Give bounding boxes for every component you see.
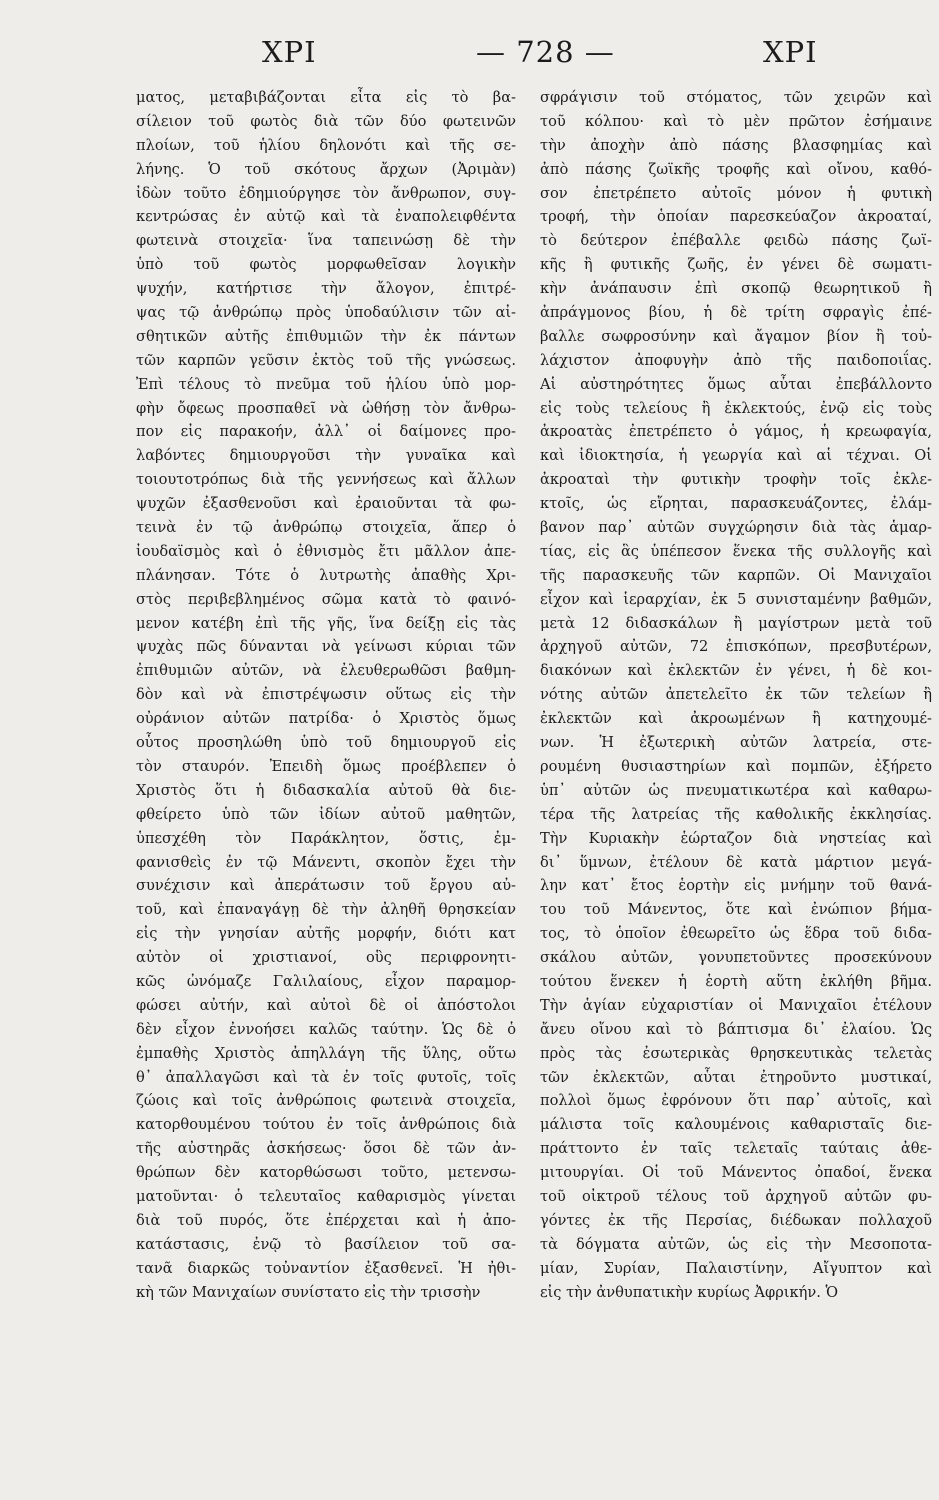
text-line: λήνης. Ὁ τοῦ σκότους ἄρχων (Ἀριμὰν)	[136, 160, 516, 178]
text-line: μίαν, Συρίαν, Παλαιστίνην, Αἴγυπτον καὶ	[540, 1259, 932, 1277]
text-line: κατορθουμένου τούτου ἐν τοῖς ἀνθρώποις διὰ	[136, 1116, 516, 1134]
text-line: Χριστὸς ὅτι ἡ διδασκαλία αὐτοῦ θὰ διε-	[136, 781, 516, 799]
text-line: μενον κατέβη ἐπὶ τῆς γῆς, ἵνα δείξῃ εἰς τὰς	[136, 614, 516, 632]
text-line: εἰς τοὺς τελείους ἢ ἐκλεκτούς, ἐνῷ εἰς τοὺς	[540, 399, 932, 417]
text-line: φανισθεὶς ἐν τῷ Μάνεντι, σκοπὸν ἔχει τὴν	[136, 853, 516, 871]
text-line: τῶν ἐκλεκτῶν, αὗται ἐτηροῦντο μυστικαί,	[540, 1068, 932, 1086]
text-line: τεινὰ ἐν τῷ ἀνθρώπῳ στοιχεῖα, ἅπερ ὁ	[136, 519, 516, 537]
text-line: τέρα τῆς λατρείας τῆς καθολικῆς ἐκκλησίας.	[540, 805, 932, 823]
right-text-column	[540, 86, 932, 1491]
text-line: του τοῦ Μάνεντος, ὅτε καὶ ἐνώπιον βήμα-	[540, 901, 932, 919]
text-line: σον ἐπετρέπετο αὐτοῖς μόνον ἡ φυτικὴ	[540, 184, 932, 202]
text-line: δὲν εἶχον ἐννοήσει καλῶς ταύτην. Ὡς δὲ ὁ	[136, 1020, 516, 1038]
text-line: δι᾽ ὕμνων, ἐτέλουν δὲ κατὰ μάρτιον μεγά-	[540, 853, 932, 871]
text-line: φώσει αὐτήν, καὶ αὐτοὶ δὲ οἱ ἀπόστολοι	[136, 996, 516, 1014]
text-line: ἐμπαθὴς Χριστὸς ἀπηλλάγη τῆς ὕλης, οὕτω	[136, 1044, 516, 1062]
text-line: τροφή, τὴν ὁποίαν παρεσκεύαζον ἀκροαταί,	[540, 208, 932, 226]
text-line: τίας, εἰς ἃς ὑπέπεσον ἕνεκα τῆς συλλογῆς καὶ	[540, 542, 932, 560]
text-line: πον εἰς παρακοήν, ἀλλ᾽ οἱ δαίμονες προ-	[136, 423, 516, 441]
text-line: κῆς ἢ φυτικῆς ζωῆς, ἐν γένει δὲ σωματι-	[540, 256, 932, 274]
text-line: συνέχισιν καὶ ἀπεράτωσιν τοῦ ἔργου αὐ-	[136, 877, 516, 895]
text-line: σίλειον τοῦ φωτὸς διὰ τῶν δύο φωτεινῶν	[136, 112, 516, 130]
text-line: νότης αὐτῶν ἀπετελεῖτο ἐκ τῶν τελείων ἢ	[540, 686, 932, 704]
text-line: ὑπεσχέθη τὸν Παράκλητον, ὅστις, ἐμ-	[136, 829, 516, 847]
header-right-guide-word: ΧΡΙ	[763, 35, 818, 69]
text-line: τοῦ οἰκτροῦ τέλους τοῦ ἀρχηγοῦ αὐτῶν φυ-	[540, 1187, 932, 1205]
page-number: — 728 —	[476, 35, 615, 69]
text-line: σθητικῶν αὐτῆς ἐπιθυμιῶν τὴν ἐκ πάντων	[136, 327, 516, 345]
text-line: τοῦ, καὶ ἐπαναγάγῃ δὲ τὴν ἀληθῆ θρησκείαν	[136, 901, 516, 919]
text-line: οὗτος προσηλώθη ὑπὸ τοῦ δημιουργοῦ εἰς	[136, 734, 516, 752]
text-line: μετὰ 12 διδασκάλων ἢ μαγίστρων μετὰ τοῦ	[540, 614, 932, 632]
text-line: λην κατ᾽ ἔτος ἑορτὴν εἰς μνήμην τοῦ θανά-	[540, 877, 932, 895]
text-line: μάλιστα τοῖς καλουμένοις καθαρισταῖς διε-	[540, 1116, 932, 1134]
text-line: νων. Ἡ ἐξωτερικὴ αὐτῶν λατρεία, στε-	[540, 734, 932, 752]
text-line: θρώπων δὲν κατορθώσωσι τοῦτο, μετενσω-	[136, 1164, 516, 1182]
text-line: τῆς αὐστηρᾶς ἀσκήσεως· ὅσοι δὲ τῶν ἀν-	[136, 1140, 516, 1158]
text-line: ἀκροατὰς ἐπετρέπετο ὁ γάμος, ἡ κρεωφαγία,	[540, 423, 932, 441]
text-line: πλάνησαν. Τότε ὁ λυτρωτὴς ἀπαθὴς Χρι-	[136, 566, 516, 584]
text-line: διακόνων καὶ ἐκλεκτῶν ἐν γένει, ἡ δὲ κοι-	[540, 662, 932, 680]
text-line: ἐκλεκτῶν καὶ ἀκροωμένων ἢ κατηχουμέ-	[540, 710, 932, 728]
text-line: κτοῖς, ὡς εἴρηται, παρασκευάζοντες, ἐλάμ-	[540, 495, 932, 513]
text-line: κὴ τῶν Μανιχαίων συνίστατο εἰς τὴν τρισσὴν	[136, 1283, 481, 1301]
text-line: ὑπὸ τοῦ φωτὸς μορφωθεῖσαν λογικὴν	[136, 256, 516, 274]
text-line: τὸ δεύτερον ἐπέβαλλε φειδὼ πάσης ζωϊ-	[540, 232, 932, 250]
text-line: ἰουδαϊσμὸς καὶ ὁ ἐθνισμὸς ἔτι μᾶλλον ἀπε-	[136, 542, 516, 560]
text-line: κατάστασις, ἐνῷ τὸ βασίλειον τοῦ σα-	[136, 1235, 516, 1253]
text-line: πλοίων, τοῦ ἡλίου δηλονότι καὶ τῆς σε-	[136, 136, 516, 154]
text-line: ἀπὸ πάσης ζωϊκῆς τροφῆς καὶ οἴνου, καθό-	[540, 160, 932, 178]
text-line: μιτουργίαι. Οἱ τοῦ Μάνεντος ὀπαδοί, ἕνεκα	[540, 1164, 932, 1182]
text-line: γόντες ἐκ τῆς Περσίας, διέδωκαν πολλαχοῦ	[540, 1211, 932, 1229]
header-left-guide-word: ΧΡΙ	[262, 35, 317, 69]
text-line: ψας τῷ ἀνθρώπῳ πρὸς ὑποδαύλισιν τῶν αἰ-	[136, 304, 516, 322]
text-line: κὴν ἀνάπαυσιν ἐπὶ σκοπῷ θεωρητικοῦ ἢ	[540, 280, 932, 298]
text-line: Ἐπὶ τέλους τὸ πνεῦμα τοῦ ἡλίου ὑπὸ μορ-	[136, 375, 516, 393]
page-header	[0, 30, 939, 74]
text-line: κεντρώσας ἐν αὐτῷ καὶ τὰ ἐναπολειφθέντα	[136, 208, 516, 226]
text-line: ἀπράγμονος βίου, ἡ δὲ τρίτη σφραγὶς ἐπέ-	[540, 304, 932, 322]
text-line: λαβόντες δημιουργοῦσι τὴν γυναῖκα καὶ	[136, 447, 516, 465]
text-line: φθείρετο ὑπὸ τῶν ἰδίων αὐτοῦ μαθητῶν,	[136, 805, 516, 823]
text-line: τῆς παρασκευῆς τῶν καρπῶν. Οἱ Μανιχαῖοι	[540, 566, 932, 584]
text-line: Τὴν ἁγίαν εὐχαριστίαν οἱ Μανιχαῖοι ἐτέλουν	[540, 996, 932, 1014]
text-line: βαλλε σωφροσύνην καὶ ἄγαμον βίον ἢ τοὐ-	[540, 327, 932, 345]
text-line: φὴν ὄφεως προσπαθεῖ νὰ ὠθήσῃ τὸν ἄνθρω-	[136, 399, 516, 417]
text-line: αὐτὸν οἱ χριστιανοί, οὓς περιφρονητι-	[136, 949, 516, 967]
text-line: κῶς ὠνόμαζε Γαλιλαίους, εἶχον παραμορ-	[136, 972, 516, 990]
text-line: λάχιστον ἀποφυγὴν ἀπὸ τῆς παιδοποιΐας.	[540, 351, 932, 369]
text-line: εἰς τὴν ἀνθυπατικὴν κυρίως Ἀφρικήν. Ὁ	[540, 1283, 839, 1301]
text-line: τῶν καρπῶν γεῦσιν ἐκτὸς τοῦ τῆς γνώσεως.	[136, 351, 516, 369]
text-line: ἀρχηγοῦ αὐτῶν, 72 ἐπισκόπων, πρεσβυτέρων,	[540, 638, 932, 656]
text-line: ψυχήν, κατήρτισε τὴν ἄλογον, ἐπιτρέ-	[136, 280, 516, 298]
text-line: ρουμένη θυσιαστηρίων καὶ πομπῶν, ἐξήρετο	[540, 757, 932, 775]
text-line: τὸν σταυρόν. Ἐπειδὴ ὅμως προέβλεπεν ὁ	[136, 757, 516, 775]
text-line: εἰς τὴν γνησίαν αὐτῆς μορφήν, διότι κατ	[136, 925, 516, 943]
text-line: ψυχῶν ἐξασθενοῦσι καὶ ἐραιοῦνται τὰ φω-	[136, 495, 516, 513]
text-line: διὰ τοῦ πυρός, ὅτε ἐπέρχεται καὶ ἡ ἀπο-	[136, 1211, 516, 1229]
text-line: τοιουτοτρόπως διὰ τῆς γεννήσεως καὶ ἄλλων	[136, 471, 516, 489]
text-line: ματος, μεταβιβάζονται εἶτα εἰς τὸ βα-	[136, 89, 516, 106]
text-line: θ᾽ ἀπαλλαγῶσι καὶ τὰ ἐν τοῖς φυτοῖς, τοῖς	[136, 1068, 516, 1086]
text-line: φωτεινὰ στοιχεῖα· ἵνα ταπεινώσῃ δὲ τὴν	[136, 232, 516, 250]
text-line: ἐπιθυμιῶν αὐτῶν, νὰ ἐλευθερωθῶσι βαθμη-	[136, 662, 516, 680]
text-line: δὸν καὶ νὰ ἐπιστρέψωσιν οὕτως εἰς τὴν	[136, 686, 516, 704]
text-line: ὑπ᾽ αὐτῶν ὡς πνευματικωτέρα καὶ καθαρω-	[540, 781, 932, 799]
text-line: ψυχὰς πῶς δύνανται νὰ γείνωσι κύριαι τῶν	[136, 638, 516, 656]
text-line: στὸς περιβεβλημένος σῶμα κατὰ τὸ φαινό-	[136, 590, 516, 608]
text-line: τούτου ἕνεκεν ἡ ἑορτὴ αὕτη ἐκλήθη βῆμα.	[540, 972, 932, 990]
text-line: τος, τὸ ὁποῖον ἐθεωρεῖτο ὡς ἕδρα τοῦ διδα-	[540, 925, 932, 943]
text-line: οὐράνιον αὐτῶν πατρίδα· ὁ Χριστὸς ὅμως	[136, 710, 516, 728]
text-line: βανον παρ᾽ αὐτῶν συγχώρησιν διὰ τὰς ἁμαρ-	[540, 519, 932, 537]
text-line: ματοῦνται· ὁ τελευταῖος καθαρισμὸς γίνεται	[136, 1187, 516, 1205]
text-line: Αἱ αὐστηρότητες ὅμως αὗται ἐπεβάλλοντο	[540, 375, 932, 393]
text-line: καὶ ἰδιοκτησία, ἡ γεωργία καὶ αἱ τέχναι. Οἱ	[540, 447, 932, 465]
text-line: εἶχον καὶ ἱεραρχίαν, ἐκ 5 συνισταμένην βαθμῶν,	[540, 590, 932, 608]
text-line: ἰδὼν τοῦτο ἐδημιούργησε τὸν ἄνθρωπον, συγ-	[136, 184, 516, 202]
text-line: ἀκροαταὶ τὴν φυτικὴν τροφὴν τοῖς ἐκλε-	[540, 471, 932, 489]
text-line: τανᾶ διαρκῶς τοὐναντίον ἐξασθενεῖ. Ἡ ἠθι-	[136, 1259, 516, 1277]
left-text-column	[136, 86, 516, 1491]
text-line: τὰ δόγματα αὐτῶν, ὡς εἰς τὴν Μεσοποτα-	[540, 1235, 932, 1253]
text-line: ἄνευ οἴνου καὶ τὸ βάπτισμα δι᾽ ἐλαίου. Ὡς	[540, 1020, 932, 1038]
text-line: πράττοντο ἐν ταῖς τελεταῖς ταύταις ἀθε-	[540, 1140, 932, 1158]
text-line: τοῦ κόλπου· καὶ τὸ μὲν πρῶτον ἐσήμαινε	[540, 112, 932, 130]
text-line: τὴν ἀποχὴν ἀπὸ πάσης βλασφημίας καὶ	[540, 136, 932, 154]
text-line: πολλοὶ ὅμως ἐφρόνουν ὅτι παρ᾽ αὐτοῖς, καὶ	[540, 1092, 932, 1110]
text-line: Τὴν Κυριακὴν ἑώρταζον διὰ νηστείας καὶ	[540, 829, 932, 847]
text-line: σκάλου αὐτῶν, γονυπετοῦντες προσεκύνουν	[540, 949, 932, 967]
text-line: πρὸς τὰς ἐσωτερικὰς θρησκευτικὰς τελετὰς	[540, 1044, 932, 1062]
text-line: ζώοις καὶ τοῖς ἀνθρώποις φωτεινὰ στοιχεῖα,	[136, 1092, 516, 1110]
text-line: σφράγισιν τοῦ στόματος, τῶν χειρῶν καὶ	[540, 89, 932, 106]
